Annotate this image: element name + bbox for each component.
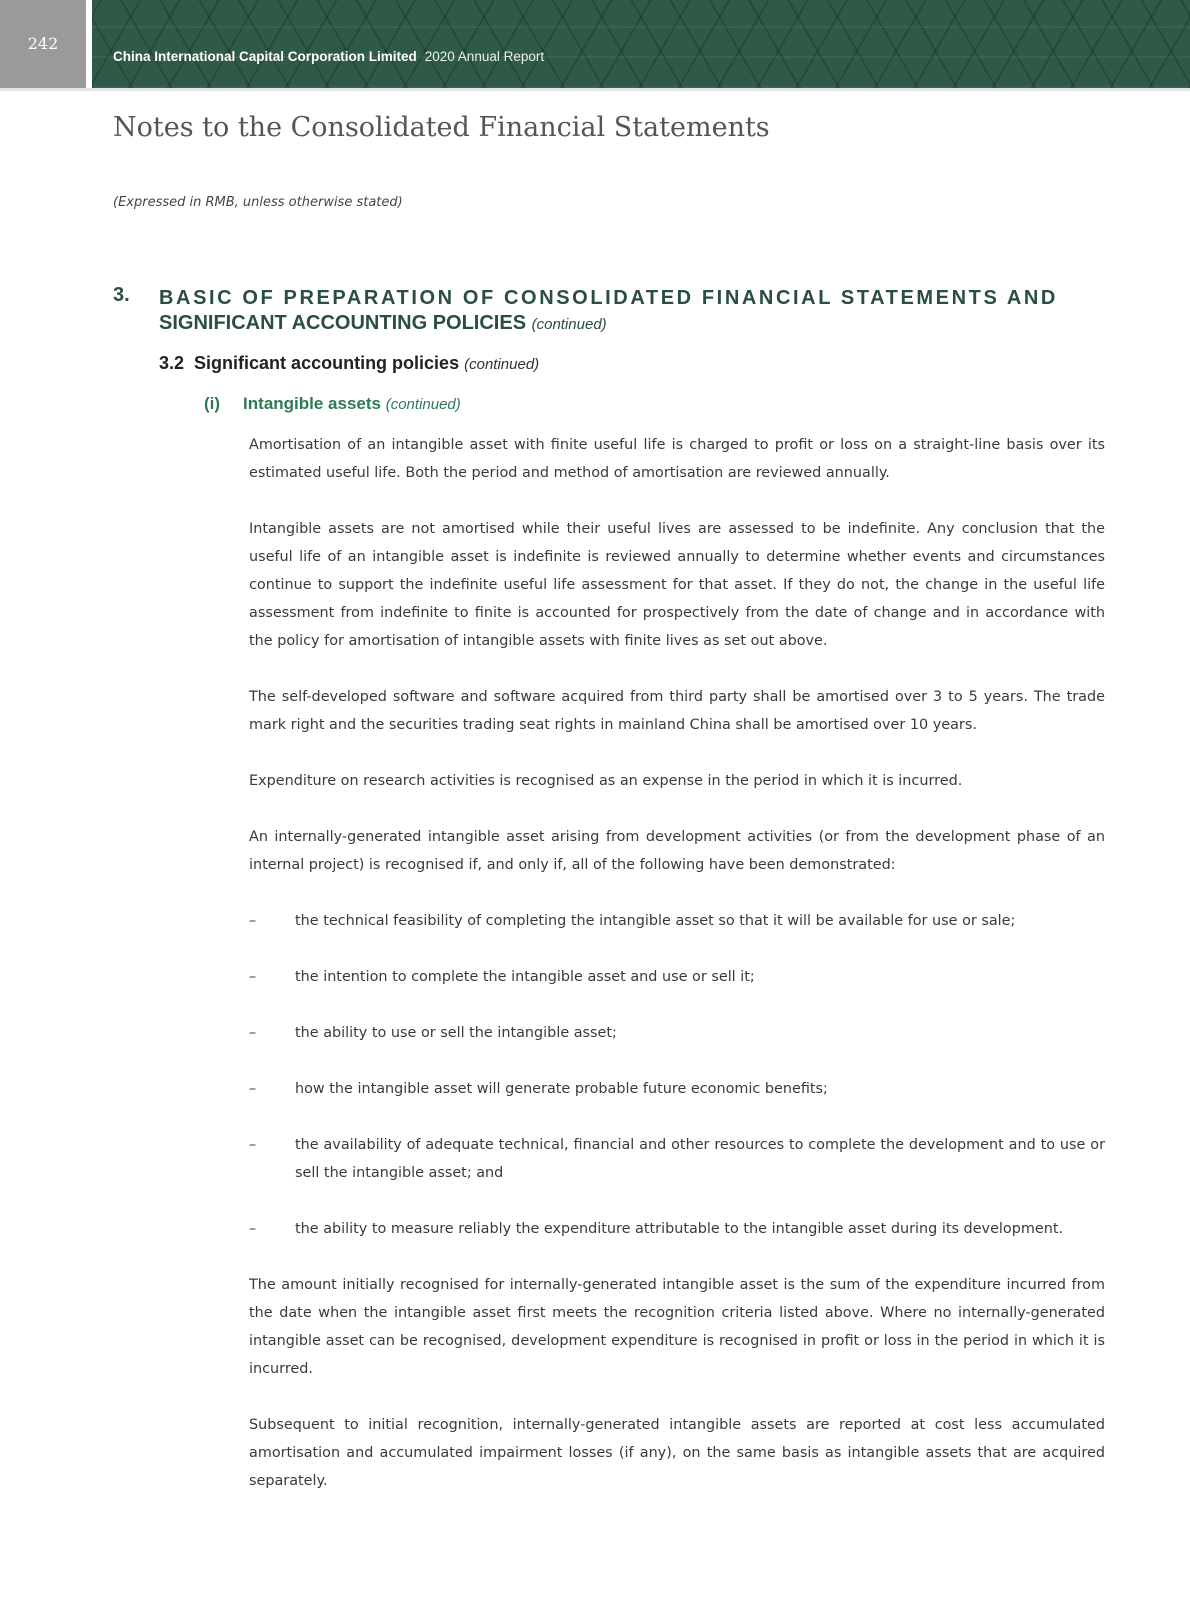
continued-label: (continued) (385, 396, 461, 413)
item-title: Intangible assets (243, 394, 381, 413)
report-name: 2020 Annual Report (424, 49, 545, 64)
paragraph: The self-developed software and software acquired from third party shall be amortised over 3 to 5 years. The trade mark right and the securities trading seat rights in mainland China shall be amortised over 10 years. (249, 689, 1105, 733)
continued-label: (continued) (531, 316, 607, 333)
item-number: (i) (204, 394, 221, 413)
paragraph: Amortisation of an intangible asset with finite useful life is charged to profit or loss on a straight-line basis over its estimated useful life. Both the period and method of amortisation are reviewed annually. (249, 437, 1105, 481)
list-item (249, 1019, 1105, 1047)
paragraph: Subsequent to initial recognition, internally-generated intangible assets are reported at cost less accumulated amortisation and accumulated impairment losses (if any), on the same basis as intangible assets that are acquired separately. (249, 1417, 1105, 1489)
list-item (249, 963, 1105, 991)
page-title: Notes to the Consolidated Financial Statements (113, 112, 770, 143)
list-item (249, 907, 1105, 935)
header-title (113, 49, 544, 64)
list-item (249, 1215, 1105, 1243)
list-item-text: the ability to measure reliably the expenditure attributable to the intangible asset during its development. (295, 1221, 1064, 1237)
section-title-line2: SIGNIFICANT ACCOUNTING POLICIES (159, 312, 527, 334)
company-name: China International Capital Corporation Limited (113, 49, 417, 64)
dash-marker: – (249, 969, 257, 985)
paragraph: An internally-generated intangible asset arising from development activities (or from the development phase of an internal project) is recognised if, and only if, all of the following have been demonstrated: (249, 829, 1105, 873)
continued-label: (continued) (464, 356, 540, 373)
currency-note: (Expressed in RMB, unless otherwise stated) (113, 195, 403, 210)
list-item (249, 1131, 1105, 1187)
paragraph: Intangible assets are not amortised while their useful lives are assessed to be indefinite. Any conclusion that the useful life of an intangible asset is indefinite is reviewed annually to determine whether events and circumstances continue to support the indefinite useful life assessment for that asset. If they do not, the change in the useful life assessment from indefinite to finite is accounted for prospectively from the date of change and in accordance with the policy for amortisation of intangible assets with finite lives as set out above. (249, 521, 1105, 649)
page-number: 242 (0, 0, 86, 88)
section-title-line1: BASIC OF PREPARATION OF CONSOLIDATED FINANCIAL STATEMENTS AND (159, 287, 1058, 309)
subsection-number: 3.2 (159, 353, 185, 373)
list-item-text: the ability to use or sell the intangible asset; (295, 1025, 617, 1041)
section-heading (113, 284, 1105, 336)
subsection-heading (159, 353, 539, 374)
section-number: 3. (113, 284, 130, 306)
dash-marker: – (249, 1025, 257, 1041)
dash-marker: – (249, 1137, 257, 1153)
dash-marker: – (249, 1081, 257, 1097)
body-text (249, 431, 1105, 1523)
list-item-text: the availability of adequate technical, financial and other resources to complete the development and to use or sell the intangible asset; and (295, 1137, 1105, 1181)
header-pattern-band (92, 0, 1190, 88)
paragraph: The amount initially recognised for internally-generated intangible asset is the sum of the expenditure incurred from the date when the intangible asset first meets the recognition criteria listed above. Where no internally-generated intangible asset can be recognised, development expenditure is recognised in profit or loss in the period in which it is incurred. (249, 1277, 1105, 1377)
list-item-text: the intention to complete the intangible asset and use or sell it; (295, 969, 755, 985)
subsection-title: Significant accounting policies (194, 353, 460, 373)
dash-marker: – (249, 913, 257, 929)
paragraph: Expenditure on research activities is recognised as an expense in the period in which it is incurred. (249, 773, 963, 789)
dash-marker: – (249, 1221, 257, 1237)
list-item-text: how the intangible asset will generate probable future economic benefits; (295, 1081, 828, 1097)
item-heading (204, 394, 461, 414)
list-item (249, 1075, 1105, 1103)
list-item-text: the technical feasibility of completing the intangible asset so that it will be available for use or sale; (295, 913, 1016, 929)
page-header (0, 0, 1190, 91)
